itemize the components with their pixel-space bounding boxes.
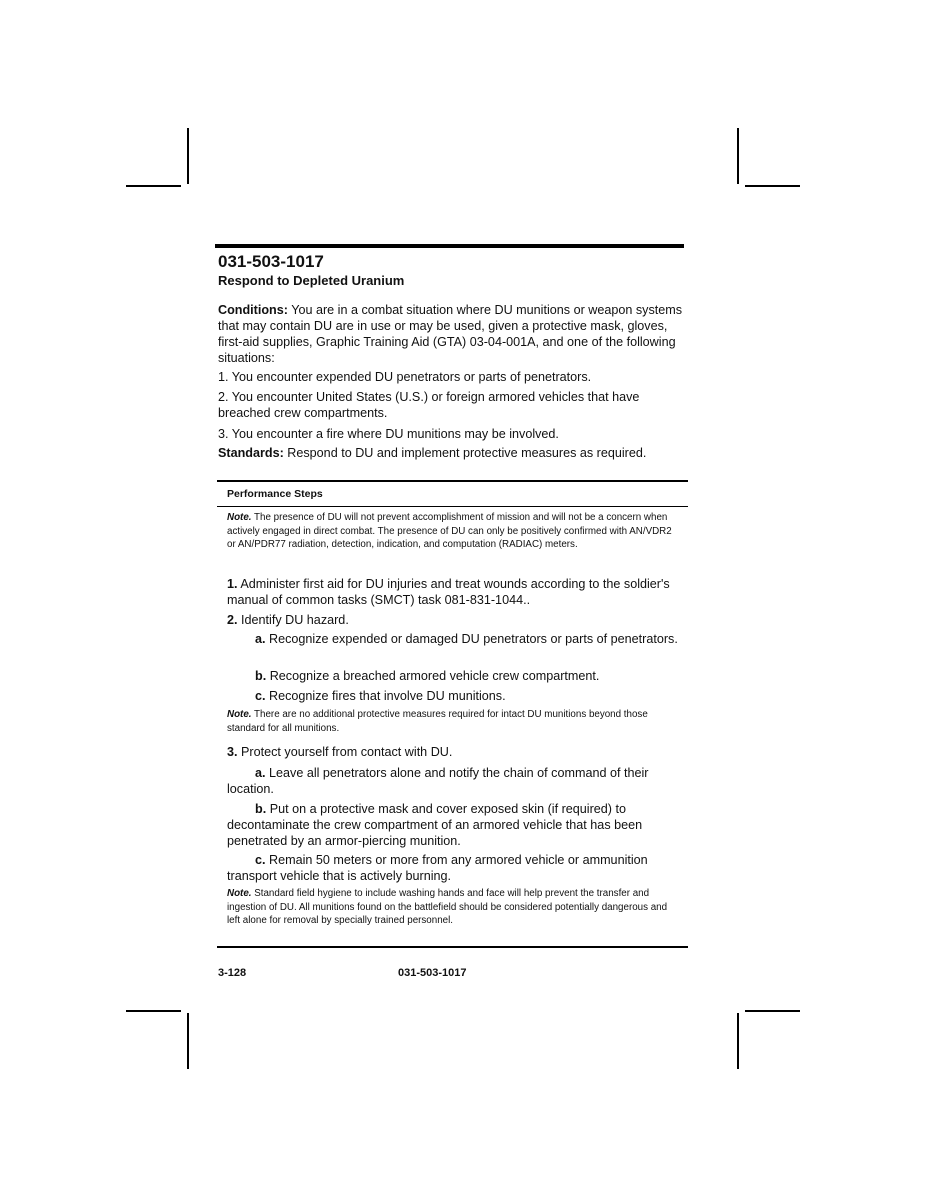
step-3a: [227, 765, 682, 797]
step-2a: [227, 631, 682, 647]
step-3: [227, 744, 682, 760]
note-label: Note.: [227, 512, 252, 523]
substep-text: Leave all penetrators alone and notify the chain of command of their location.: [227, 766, 649, 796]
footer-task-number: 031-503-1017: [398, 967, 467, 979]
conditions-paragraph: [218, 302, 686, 366]
step-text: Administer first aid for DU injuries and treat wounds according to the soldier's manual of common tasks (SMCT) task 081-831-1044..: [227, 577, 670, 607]
note-text: The presence of DU will not prevent accomplishment of mission and will not be a concern when actively engaged in direct combat. The presence of DU can only be positively confirmed with AN/VDR2 or AN/PDR77 radiation, detection, indication, and computation (RADIAC) meters.: [227, 512, 672, 551]
condition-item: 3. You encounter a fire where DU munitions may be involved.: [218, 427, 559, 441]
standards-paragraph: [218, 445, 686, 461]
substep-letter: a.: [255, 632, 266, 646]
substep-text: Put on a protective mask and cover exposed skin (if required) to decontaminate the crew compartment of an armored vehicle that has been penetrated by an armor-piercing munition.: [227, 802, 643, 848]
step-text: Protect yourself from contact with DU.: [237, 745, 453, 759]
step-3c: [227, 852, 682, 884]
page-number: 3-128: [218, 967, 247, 979]
substep-letter: b.: [255, 669, 267, 683]
note-du-presence: [227, 511, 679, 552]
substep-text: Remain 50 meters or more from any armored vehicle or ammunition transport vehicle that is actively burning.: [227, 853, 648, 883]
substep-text: Recognize expended or damaged DU penetrators or parts of penetrators.: [265, 632, 678, 646]
crop-mark-top-right-horizontal: [745, 185, 800, 187]
substep-letter: c.: [255, 689, 266, 703]
step-text: Identify DU hazard.: [237, 613, 349, 627]
crop-mark-top-left-vertical: [187, 128, 189, 184]
step-1: [227, 576, 682, 608]
note-field-hygiene: [227, 887, 679, 928]
crop-mark-bottom-right-vertical: [737, 1013, 739, 1069]
note-label: Note.: [227, 888, 252, 899]
conditions-text: You are in a combat situation where DU munitions or weapon systems that may contain DU are in use or may be used, given a protective mask, gloves, first-aid supplies, Graphic Training Aid (GTA) 03-04-001A, and one of the following situations:: [218, 303, 683, 365]
note-intact-munitions: [227, 708, 679, 735]
substep-letter: b.: [255, 802, 267, 816]
task-number: 031-503-1017: [218, 252, 324, 271]
note-label: Note.: [227, 709, 252, 720]
condition-item: 2. You encounter United States (U.S.) or foreign armored vehicles that have breached crew compartments.: [218, 390, 640, 420]
note-text: There are no additional protective measures required for intact DU munitions beyond those standard for all munitions.: [227, 709, 648, 734]
step-number: 2.: [227, 613, 238, 627]
performance-heading-rule: [217, 506, 688, 507]
step-3b: [227, 801, 682, 849]
substep-letter: a.: [255, 766, 266, 780]
substep-text: Recognize a breached armored vehicle crew compartment.: [266, 669, 600, 683]
task-title: Respond to Depleted Uranium: [218, 273, 405, 288]
conditions-label: Conditions:: [218, 303, 288, 317]
header-rule: [215, 244, 684, 248]
crop-mark-bottom-right-horizontal: [745, 1010, 800, 1012]
note-text: Standard field hygiene to include washing hands and face will help prevent the transfer and ingestion of DU. All munitions found on the battlefield should be considered potentially dangerous and left alone for removal by specially trained personnel.: [227, 888, 668, 927]
step-number: 3.: [227, 745, 238, 759]
step-number: 1.: [227, 577, 238, 591]
crop-mark-bottom-left-vertical: [187, 1013, 189, 1069]
step-2: [227, 612, 682, 628]
crop-mark-top-right-vertical: [737, 128, 739, 184]
step-2b: [227, 668, 682, 684]
standards-label: Standards:: [218, 446, 284, 460]
crop-mark-top-left-horizontal: [126, 185, 181, 187]
performance-steps-heading: Performance Steps: [227, 488, 323, 500]
crop-mark-bottom-left-horizontal: [126, 1010, 181, 1012]
substep-letter: c.: [255, 853, 266, 867]
substep-text: Recognize fires that involve DU munitions.: [265, 689, 506, 703]
step-2c: [227, 688, 682, 704]
condition-item: 1. You encounter expended DU penetrators or parts of penetrators.: [218, 370, 592, 384]
standards-text: Respond to DU and implement protective measures as required.: [283, 446, 647, 460]
performance-top-rule: [217, 480, 688, 482]
performance-bottom-rule: [217, 946, 688, 948]
